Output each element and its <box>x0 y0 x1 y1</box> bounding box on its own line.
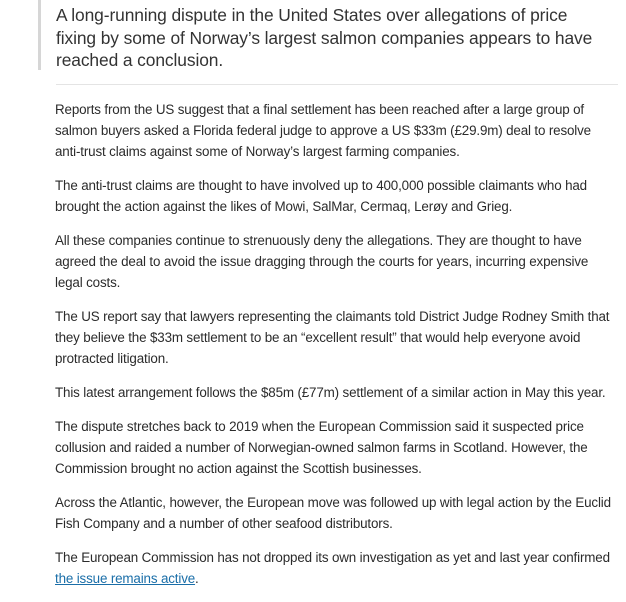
divider <box>56 84 618 85</box>
paragraph-8 <box>55 547 611 589</box>
paragraph-8-end: . <box>195 571 199 586</box>
issue-remains-active-link[interactable]: the issue remains active <box>55 571 196 586</box>
paragraph-4: The US report say that lawyers representing the claimants told District Judge Rodney Smith that they believe the $33m settlement to be an “excellent result” that would help everyone avoid protracted litigation. <box>55 309 610 366</box>
paragraph-5: This latest arrangement follows the $85m (£77m) settlement of a similar action in May this year. <box>55 385 606 400</box>
paragraph-1: Reports from the US suggest that a final settlement has been reached after a large group of salmon buyers asked a Florida federal judge to approve a US $33m (£29.9m) deal to resolve anti-trust claims against some of Norway’s largest farming companies. <box>55 102 591 159</box>
article-body <box>55 99 611 602</box>
paragraph-6: The dispute stretches back to 2019 when the European Commission said it suspected price collusion and raided a number of Norwegian-owned salmon farms in Scotland. However, the Commission brought no action against the Scottish businesses. <box>55 419 588 476</box>
paragraph-7: Across the Atlantic, however, the European move was followed up with legal action by the Euclid Fish Company and a number of other seafood distributors. <box>55 495 611 531</box>
standfirst-quote <box>38 0 594 70</box>
paragraph-8-text: The European Commission has not dropped its own investigation as yet and last year confirmed <box>55 550 610 565</box>
paragraph-2: The anti-trust claims are thought to have involved up to 400,000 possible claimants who had brought the action against the likes of Mowi, SalMar, Cermaq, Lerøy and Grieg. <box>55 178 587 214</box>
standfirst-text: A long-running dispute in the United States over allegations of price fixing by some of Norway’s largest salmon companies appears to have reached a conclusion. <box>56 5 593 70</box>
paragraph-3: All these companies continue to strenuously deny the allegations. They are thought to have agreed the deal to avoid the issue dragging through the courts for years, incurring expensive legal costs. <box>55 233 589 290</box>
